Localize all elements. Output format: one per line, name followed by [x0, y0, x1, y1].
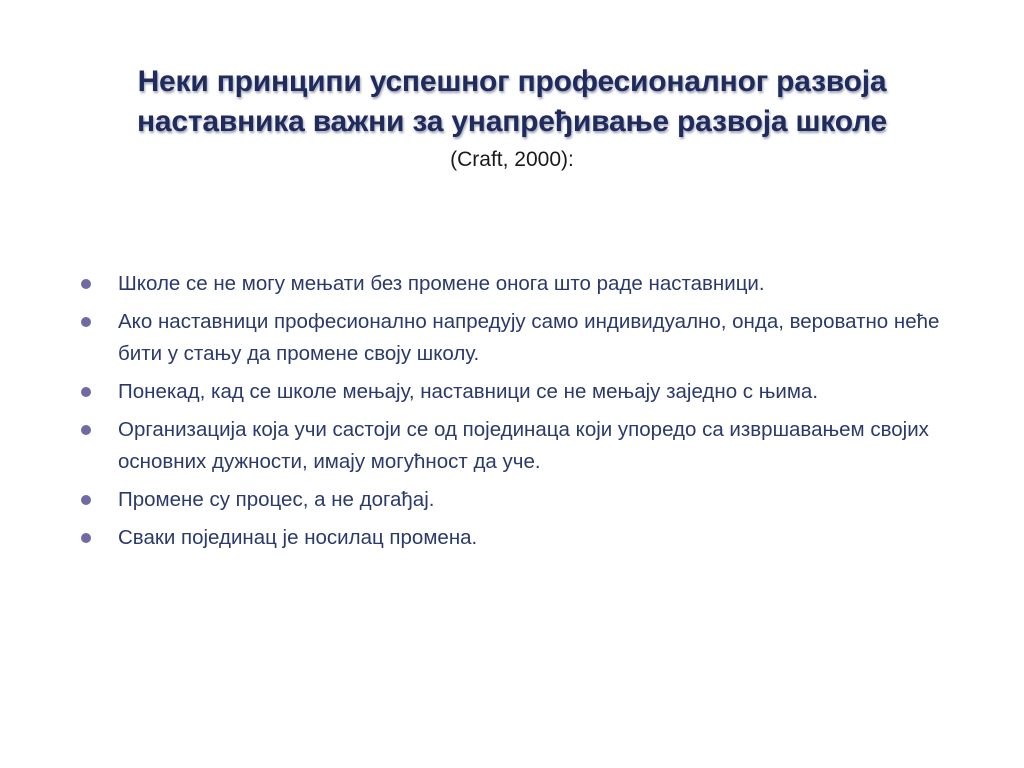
- bullet-text: Ако наставници професионално напредују само индивидуално, онда, вероватно неће бити у стању да промене своју школу.: [118, 310, 940, 365]
- bullet-dot-icon: [81, 279, 91, 289]
- bullet-dot-icon: [81, 317, 91, 327]
- bullet-text: Понекад, кад се школе мењају, наставници се не мењају заједно с њима.: [118, 380, 819, 403]
- bullet-text: Школе се не могу мењати без промене онога што раде наставници.: [118, 272, 765, 295]
- bullet-text: Сваки појединац је носилац промена.: [118, 526, 478, 549]
- bullet-item: [78, 414, 978, 478]
- bullet-item: [78, 376, 978, 408]
- slide-title: [30, 62, 994, 174]
- bullet-text: Промене су процес, а не догађај.: [118, 488, 435, 511]
- bullet-item: [78, 522, 978, 554]
- bullet-text: Организација која учи састоји се од појединаца који упоредо са извршавањем својих основних дужности, имају могућност да уче.: [118, 418, 929, 473]
- title-citation: (Craft, 2000):: [450, 148, 574, 171]
- bullet-item: [78, 268, 978, 300]
- bullet-dot-icon: [81, 495, 91, 505]
- bullet-dot-icon: [81, 387, 91, 397]
- bullet-dot-icon: [81, 425, 91, 435]
- bullet-list: [78, 268, 978, 560]
- bullet-item: [78, 306, 978, 370]
- bullet-item: [78, 484, 978, 516]
- bullet-dot-icon: [81, 533, 91, 543]
- title-line-2: наставника важни за унапређивање развоја школе: [136, 105, 888, 138]
- title-line-1: Неки принципи успешног професионалног развоја: [137, 65, 887, 98]
